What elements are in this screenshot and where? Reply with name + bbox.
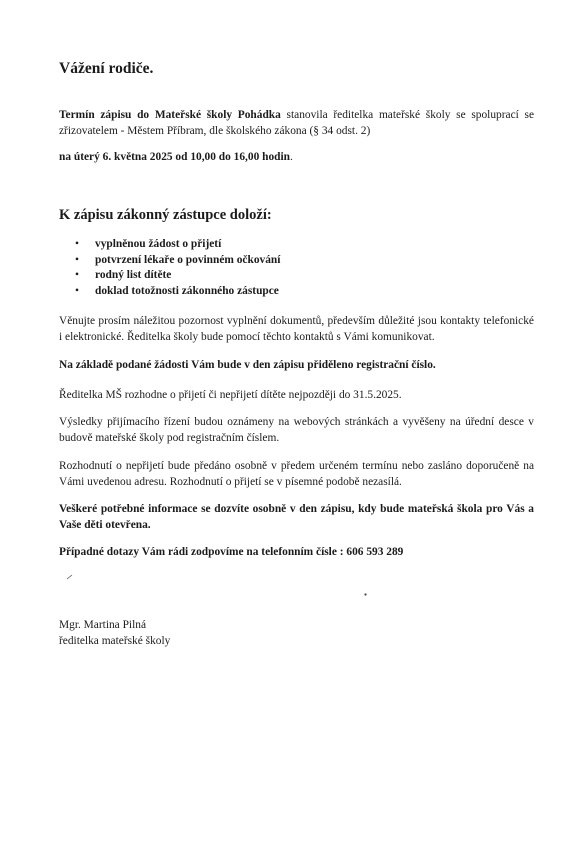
- results-paragraph: Výsledky přijímacího řízení budou oznámeny na webových stránkách a vyvěšeny na úřední desce v budově mateřské školy pod registračním číslem.: [59, 416, 534, 444]
- document-label: doklad totožnosti zákonného zástupce: [95, 284, 279, 297]
- document-label: potvrzení lékaře o povinném očkování: [95, 253, 281, 266]
- documents-list-item: [59, 284, 280, 300]
- signature-title: ředitelka mateřské školy: [59, 634, 171, 647]
- date-bold-text: na úterý 6. května 2025 od 10,00 do 16,00 hodin: [59, 151, 291, 163]
- document-label: rodný list dítěte: [95, 269, 172, 282]
- bullet-icon: •: [75, 269, 79, 282]
- documents-list: [59, 237, 280, 299]
- registration-paragraph: Na základě podané žádosti Vám bude v den zápisu přiděleno registrační číslo.: [59, 359, 436, 371]
- documents-list-item: [59, 268, 280, 284]
- decision-paragraph: Ředitelka MŠ rozhodne o přijetí či nepřijetí dítěte nejpozději do 31.5.2025.: [59, 389, 402, 401]
- document-label: vyplněnou žádost o přijetí: [95, 238, 222, 250]
- intro-paragraph: [59, 108, 534, 139]
- documents-list-item: [59, 237, 280, 253]
- signature-block: [59, 618, 170, 649]
- documents-list-item: [59, 253, 280, 269]
- contacts-paragraph: Věnujte prosím náležitou pozornost vyplnění dokumentů, především důležité jsou kontakty telefonické i elektronické. Ředitelka školy bude pomocí těchto kontaktů s Vámi komunikovat.: [59, 315, 534, 343]
- signature-name: Mgr. Martina Pilná: [59, 619, 147, 631]
- intro-bold-text: Termín zápisu do Mateřské školy Pohádka: [59, 109, 281, 121]
- scan-speck: [363, 592, 368, 597]
- rejection-paragraph: Rozhodnutí o nepřijetí bude předáno osobně v předem určeném termínu nebo zasláno doporučeně na Vámi uvedenou adresu. Rozhodnutí o přijetí se v písemné podobě nezasílá.: [59, 460, 534, 488]
- bullet-icon: •: [75, 238, 79, 250]
- documents-heading: K zápisu zákonný zástupce doloží:: [59, 207, 272, 223]
- phone-paragraph: Případné dotazy Vám rádi zodpovíme na telefonním čísle : 606 593 289: [59, 546, 404, 558]
- info-paragraph: Veškeré potřebné informace se dozvíte osobně v den zápisu, kdy bude mateřská škola pro Vás a Vaše děti otevřena.: [59, 503, 534, 531]
- scan-speck: [66, 574, 74, 580]
- intro-rest-text: stanovila ředitelka mateřské školy se spoluprací se zřizovatelem - Městem Příbram, dle školského zákona (§ 34 odst. 2): [59, 109, 535, 137]
- date-line-end: .: [290, 151, 293, 163]
- date-line: [59, 150, 534, 166]
- letter-greeting: Vážení rodiče.: [59, 60, 154, 77]
- bullet-icon: •: [75, 253, 79, 266]
- bullet-icon: •: [75, 284, 79, 297]
